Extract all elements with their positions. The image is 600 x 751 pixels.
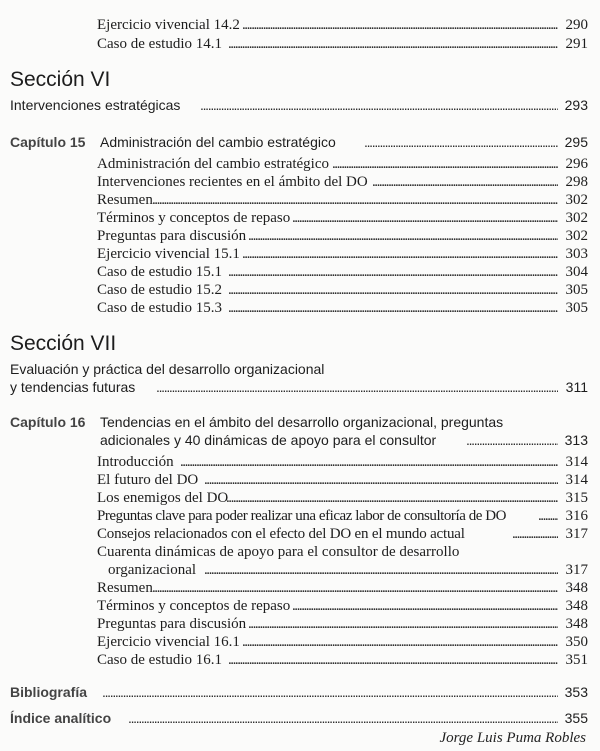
dot-leader: [204, 561, 558, 579]
entry-title: Bibliografía: [10, 684, 88, 700]
chapter-label: Capítulo 16: [10, 414, 86, 430]
section-heading: Sección VII: [10, 332, 117, 355]
entry-page: 314: [565, 472, 588, 488]
section-title-line: Evaluación y práctica del desarrollo organizacional: [10, 361, 325, 377]
dot-leader: [292, 209, 558, 227]
dot-leader: [228, 299, 558, 317]
section-title-entry: [0, 96, 600, 114]
toc-entry: [0, 299, 600, 317]
toc-entry: [0, 173, 600, 191]
dot-leader: [152, 579, 558, 597]
entry-title: Consejos relacionados con el efecto del DO en el mundo actual: [97, 526, 465, 542]
back-matter-entry: [0, 709, 600, 727]
entry-title: Ejercicio vivencial 14.2: [97, 17, 240, 33]
dot-leader: [204, 471, 558, 489]
entry-page: 348: [565, 616, 588, 632]
entry-page: 304: [565, 264, 588, 280]
entry-page: 290: [565, 17, 588, 33]
entry-page: 316: [565, 508, 588, 524]
toc-entry: [0, 16, 600, 34]
dot-leader: [228, 35, 558, 53]
dot-leader: [364, 133, 558, 151]
toc-entry: [0, 651, 600, 669]
dot-leader: [292, 597, 558, 615]
dot-leader: [248, 227, 558, 245]
entry-page: 355: [564, 710, 588, 726]
entry-title: Índice analítico: [10, 710, 112, 726]
entry-page: 351: [565, 652, 588, 668]
entry-title: El futuro del DO: [97, 472, 199, 488]
dot-leader: [200, 96, 558, 114]
entry-title: Caso de estudio 14.1: [97, 36, 222, 52]
toc-entry: [0, 263, 600, 281]
dot-leader: [466, 431, 558, 449]
entry-title: Caso de estudio 15.2: [97, 282, 222, 298]
toc-entry: [0, 615, 600, 633]
entry-page: 353: [564, 684, 588, 700]
entry-title: Resumen: [97, 580, 153, 596]
entry-page: 305: [565, 300, 588, 316]
entry-page: 314: [565, 454, 588, 470]
toc-entry: [0, 561, 600, 579]
entry-title: Caso de estudio 15.1: [97, 264, 222, 280]
dot-leader: [226, 489, 558, 507]
signature: Jorge Luis Puma Robles: [439, 730, 586, 746]
entry-page: 317: [565, 562, 588, 578]
toc-entry: [0, 489, 600, 507]
entry-page: 317: [565, 526, 588, 542]
chapter-entry-line2: [0, 431, 600, 449]
chapter-entry-line1: [0, 413, 600, 431]
toc-entry: [0, 633, 600, 651]
entry-page: 348: [565, 580, 588, 596]
dot-leader: [102, 683, 558, 701]
entry-title: Administración del cambio estratégico: [97, 156, 330, 172]
toc-entry: [0, 35, 600, 53]
entry-title: Preguntas para discusión: [97, 228, 247, 244]
toc-entry: [0, 209, 600, 227]
toc-entry: [0, 579, 600, 597]
entry-page: 311: [565, 379, 588, 395]
dot-leader: [538, 507, 558, 525]
dot-leader: [180, 453, 558, 471]
entry-title: Resumen: [97, 192, 153, 208]
entry-page: 296: [565, 156, 588, 172]
entry-page: 350: [565, 634, 588, 650]
entry-title: Intervenciones recientes en el ámbito del DO: [97, 174, 368, 190]
dot-leader: [242, 16, 558, 34]
entry-page: 295: [564, 134, 588, 150]
chapter-entry: [0, 133, 600, 151]
entry-title: Preguntas para discusión: [97, 616, 247, 632]
back-matter-entry: [0, 683, 600, 701]
chapter-label: Capítulo 15: [10, 134, 86, 150]
chapter-title: Administración del cambio estratégico: [100, 134, 336, 150]
dot-leader: [248, 615, 558, 633]
entry-page: 305: [565, 282, 588, 298]
entry-title: Caso de estudio 15.3: [97, 300, 222, 316]
entry-title: Los enemigos del DO: [97, 490, 229, 506]
dot-leader: [512, 525, 558, 543]
toc-entry: [0, 281, 600, 299]
entry-title: organizacional: [108, 562, 197, 578]
section-heading: Sección VI: [10, 68, 111, 91]
entry-title: Ejercicio vivencial 15.1: [97, 246, 240, 262]
dot-leader: [242, 245, 558, 263]
toc-entry: [0, 155, 600, 173]
entry-page: 298: [565, 174, 588, 190]
dot-leader: [228, 263, 558, 281]
dot-leader: [228, 651, 558, 669]
entry-title: Caso de estudio 16.1: [97, 652, 222, 668]
entry-title: Introducción: [97, 454, 174, 470]
entry-title: Ejercicio vivencial 16.1: [97, 634, 240, 650]
chapter-title-line: Tendencias en el ámbito del desarrollo organizacional, preguntas: [100, 414, 504, 430]
toc-entry: [0, 453, 600, 471]
entry-page: 291: [565, 36, 588, 52]
dot-leader: [372, 173, 558, 191]
entry-page: 293: [564, 97, 588, 113]
entry-page: 313: [564, 432, 588, 448]
section-title-entry: [0, 378, 600, 396]
toc-entry: [0, 507, 600, 525]
entry-page: 302: [565, 192, 588, 208]
toc-entry: [0, 471, 600, 489]
entry-page: 302: [565, 228, 588, 244]
entry-page: 302: [565, 210, 588, 226]
entry-title-line: Cuarenta dinámicas de apoyo para el consultor de desarrollo: [97, 544, 460, 560]
section-title: y tendencias futuras: [10, 379, 136, 395]
dot-leader: [228, 281, 558, 299]
toc-entry: [0, 191, 600, 209]
toc-entry: [0, 525, 600, 543]
dot-leader: [156, 378, 558, 396]
toc-entry: [0, 597, 600, 615]
toc-entry: [0, 245, 600, 263]
entry-title: Preguntas clave para poder realizar una eficaz labor de consultoría de DO: [97, 508, 507, 524]
dot-leader: [242, 633, 558, 651]
dot-leader: [152, 191, 558, 209]
entry-page: 315: [565, 490, 588, 506]
toc-entry: [0, 227, 600, 245]
entry-page: 303: [565, 246, 588, 262]
dot-leader: [332, 155, 558, 173]
dot-leader: [128, 709, 558, 727]
entry-title: Términos y conceptos de repaso: [97, 598, 291, 614]
chapter-title-line: adicionales y 40 dinámicas de apoyo para el consultor: [100, 432, 437, 448]
section-title: Intervenciones estratégicas: [10, 97, 181, 113]
entry-title: Términos y conceptos de repaso: [97, 210, 291, 226]
entry-page: 348: [565, 598, 588, 614]
